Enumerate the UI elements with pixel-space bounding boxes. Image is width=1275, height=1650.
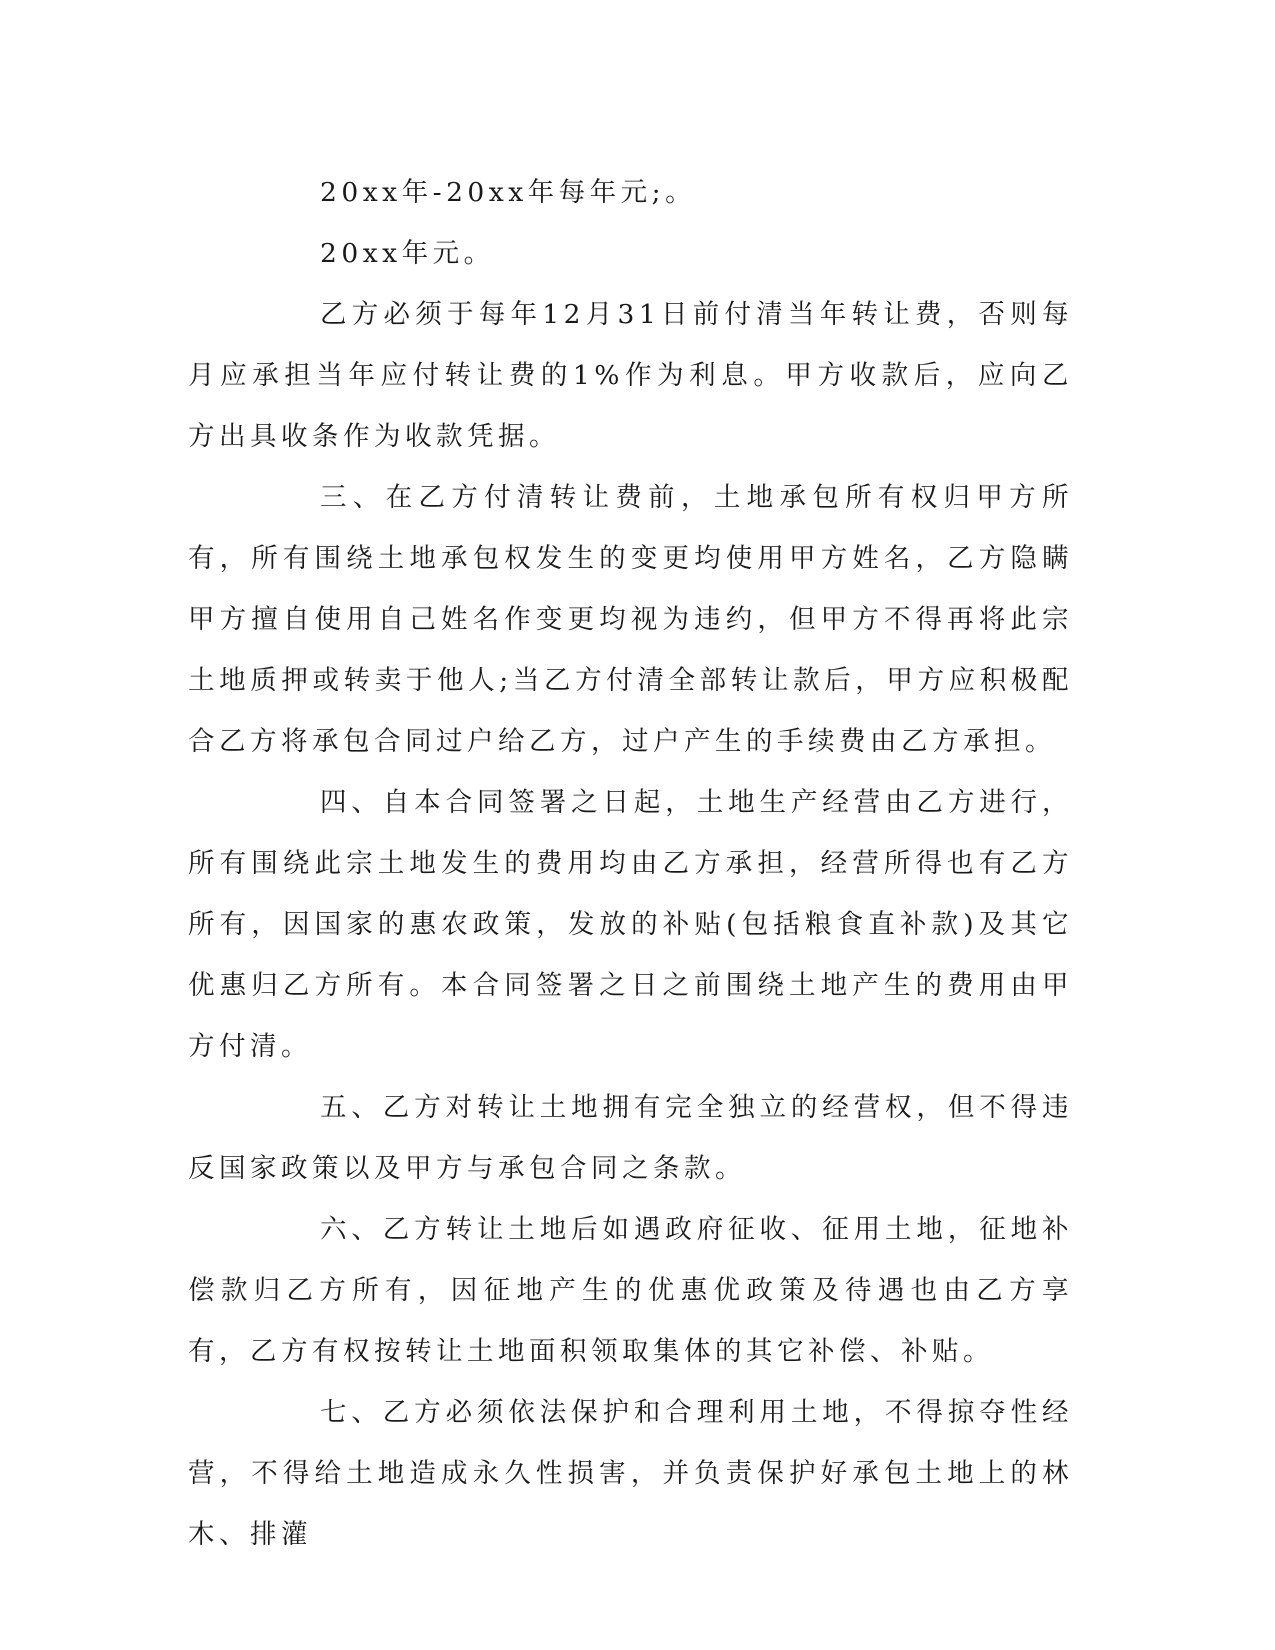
paragraph-clause-4: 四、自本合同签署之日起，土地生产经营由乙方进行，所有围绕此宗土地发生的费用均由乙方承担，经营所得也有乙方所有，因国家的惠农政策，发放的补贴(包括粮食直补款)及其它优惠归乙方所有。本合同签署之日之前围绕土地产生的费用由甲方付清。 <box>188 787 1073 1062</box>
paragraph-clause-7: 七、乙方必须依法保护和合理利用土地，不得掠夺性经营，不得给土地造成永久性损害，并负责保护好承包土地上的林木、排灌 <box>188 1397 1073 1550</box>
paragraph-clause-6: 六、乙方转让土地后如遇政府征收、征用土地，征地补偿款归乙方所有，因征地产生的优惠优政策及待遇也由乙方享有，乙方有权按转让土地面积领取集体的其它补偿、补贴。 <box>188 1214 1073 1367</box>
document-body <box>188 162 1073 1565</box>
paragraph-clause-5: 五、乙方对转让土地拥有完全独立的经营权，但不得违反国家政策以及甲方与承包合同之条款。 <box>188 1092 1073 1184</box>
paragraph-payment-schedule-range: 20xx年-20xx年每年元;。 <box>320 177 697 208</box>
paragraph-payment-deadline: 乙方必须于每年12月31日前付清当年转让费，否则每月应承担当年应付转让费的1%作为利息。甲方收款后，应向乙方出具收条作为收款凭据。 <box>188 299 1073 452</box>
paragraph-payment-schedule-final: 20xx年元。 <box>320 238 495 269</box>
paragraph-clause-3: 三、在乙方付清转让费前，土地承包所有权归甲方所有，所有围绕土地承包权发生的变更均使用甲方姓名，乙方隐瞒甲方擅自使用自己姓名作变更均视为违约，但甲方不得再将此宗土地质押或转卖于他人;当乙方付清全部转让款后，甲方应积极配合乙方将承包合同过户给乙方，过户产生的手续费由乙方承担。 <box>188 482 1073 757</box>
